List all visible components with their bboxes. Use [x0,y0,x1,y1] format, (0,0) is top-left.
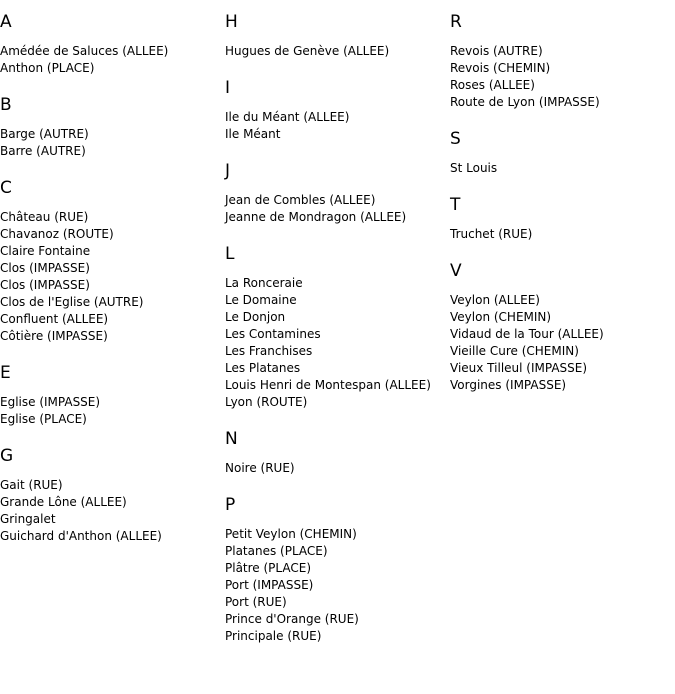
street-list [0,43,225,77]
list-item [225,543,450,560]
list-item [225,309,450,326]
list-item [225,275,450,292]
list-item [225,394,450,411]
street-list [0,126,225,160]
street-list [450,292,675,394]
street-link[interactable]: Amédée de Saluces (ALLEE) [0,44,169,58]
list-item [225,526,450,543]
list-item [225,377,450,394]
index-column-1 [0,12,225,563]
street-link[interactable]: Château (RUE) [0,210,89,224]
street-link[interactable]: Hugues de Genève (ALLEE) [225,44,390,58]
letter-heading: L [225,244,235,264]
list-item [450,343,675,360]
street-link[interactable]: Guichard d'Anthon (ALLEE) [0,529,162,543]
street-list [225,275,450,411]
street-list [225,526,450,645]
street-list [450,226,675,243]
street-link[interactable]: Noire (RUE) [225,461,295,475]
list-item [450,309,675,326]
street-link[interactable]: Vieux Tilleul (IMPASSE) [450,361,588,375]
street-link[interactable]: Petit Veylon (CHEMIN) [225,527,357,541]
street-link[interactable]: Lyon (ROUTE) [225,395,308,409]
letter-group [0,12,225,77]
letter-heading: P [225,495,236,515]
street-link[interactable]: Claire Fontaine [0,244,91,258]
list-item [225,209,450,226]
letter-group [0,95,225,160]
list-item [0,311,225,328]
street-list [0,209,225,345]
letter-group [225,78,450,143]
list-item [0,511,225,528]
index-column-2 [225,12,450,663]
street-list [225,192,450,226]
letter-heading: B [0,95,12,115]
letter-group [225,12,450,60]
street-link[interactable]: Chavanoz (ROUTE) [0,227,114,241]
list-item [0,226,225,243]
list-item [225,292,450,309]
letter-heading: J [225,161,231,181]
list-item [225,326,450,343]
letter-group [225,495,450,645]
list-item [0,294,225,311]
street-link[interactable]: Clos (IMPASSE) [0,278,90,292]
index-column-3 [450,12,675,412]
letter-group [450,261,675,394]
letter-heading: I [225,78,231,98]
list-item [450,60,675,77]
street-link[interactable]: Vorgines (IMPASSE) [450,378,567,392]
list-item [225,343,450,360]
street-list [225,109,450,143]
street-link[interactable]: Barre (AUTRE) [0,144,86,158]
street-link[interactable]: Côtière (IMPASSE) [0,329,108,343]
street-link[interactable]: Ile Méant [225,127,281,141]
street-link[interactable]: Louis Henri de Montespan (ALLEE) [225,378,431,392]
list-item [0,126,225,143]
letter-group [225,244,450,411]
street-link[interactable]: Le Donjon [225,310,286,324]
letter-heading: S [450,129,461,149]
street-link[interactable]: Roses (ALLEE) [450,78,535,92]
street-link[interactable]: Eglise (PLACE) [0,412,87,426]
street-link[interactable]: Plâtre (PLACE) [225,561,312,575]
letter-heading: V [450,261,462,281]
list-item [225,126,450,143]
list-item [450,77,675,94]
letter-heading: R [450,12,462,32]
street-list [0,477,225,545]
list-item [225,594,450,611]
list-item [450,94,675,111]
street-link[interactable]: Gait (RUE) [0,478,63,492]
street-link[interactable]: Les Contamines [225,327,321,341]
list-item [0,528,225,545]
letter-heading: E [0,363,11,383]
street-link[interactable]: Clos (IMPASSE) [0,261,90,275]
list-item [0,43,225,60]
street-link[interactable]: Barge (AUTRE) [0,127,89,141]
letter-group [450,129,675,177]
street-link[interactable]: Platanes (PLACE) [225,544,328,558]
street-link[interactable]: Vieille Cure (CHEMIN) [450,344,579,358]
street-list [225,460,450,477]
list-item [0,277,225,294]
letter-group [0,178,225,345]
list-item [225,360,450,377]
street-link[interactable]: Les Platanes [225,361,301,375]
list-item [0,494,225,511]
street-link[interactable]: Truchet (RUE) [450,227,533,241]
street-link[interactable]: Jean de Combles (ALLEE) [225,193,376,207]
street-link[interactable]: Les Franchises [225,344,313,358]
list-item [450,43,675,60]
street-link[interactable]: Port (IMPASSE) [225,578,314,592]
street-link[interactable]: Vidaud de la Tour (ALLEE) [450,327,604,341]
street-link[interactable]: Ile du Méant (ALLEE) [225,110,350,124]
list-item [225,611,450,628]
street-list [225,43,450,60]
street-list [0,394,225,428]
list-item [225,460,450,477]
letter-heading: H [225,12,238,32]
street-link[interactable]: Clos de l'Eglise (AUTRE) [0,295,144,309]
list-item [0,328,225,345]
list-item [450,326,675,343]
street-link[interactable]: Principale (RUE) [225,629,322,643]
street-list [450,43,675,111]
list-item [225,192,450,209]
list-item [0,143,225,160]
street-link[interactable]: Port (RUE) [225,595,287,609]
letter-heading: C [0,178,12,198]
list-item [225,628,450,645]
list-item [225,109,450,126]
street-link[interactable]: Revois (CHEMIN) [450,61,551,75]
letter-heading: N [225,429,238,449]
letter-group [0,363,225,428]
street-link[interactable]: Le Domaine [225,293,297,307]
list-item [450,292,675,309]
list-item [450,160,675,177]
list-item [225,43,450,60]
list-item [450,377,675,394]
street-link[interactable]: Jeanne de Mondragon (ALLEE) [225,210,407,224]
letter-group [450,195,675,243]
street-link[interactable]: Veylon (CHEMIN) [450,310,552,324]
street-list [450,160,675,177]
list-item [0,394,225,411]
list-item [0,477,225,494]
letter-heading: G [0,446,14,466]
list-item [0,60,225,77]
letter-group [225,161,450,226]
street-link[interactable]: Veylon (ALLEE) [450,293,540,307]
street-link[interactable]: St Louis [450,161,498,175]
letter-group [0,446,225,545]
list-item [450,360,675,377]
list-item [0,260,225,277]
street-link[interactable]: Eglise (IMPASSE) [0,395,101,409]
street-link[interactable]: Revois (AUTRE) [450,44,543,58]
street-link[interactable]: Confluent (ALLEE) [0,312,109,326]
letter-group [450,12,675,111]
street-link[interactable]: Grande Lône (ALLEE) [0,495,127,509]
street-link[interactable]: Anthon (PLACE) [0,61,95,75]
street-link[interactable]: Gringalet [0,512,56,526]
street-link[interactable]: La Ronceraie [225,276,303,290]
street-link[interactable]: Prince d'Orange (RUE) [225,612,359,626]
letter-heading: A [0,12,12,32]
list-item [450,226,675,243]
street-link[interactable]: Route de Lyon (IMPASSE) [450,95,600,109]
list-item [0,209,225,226]
list-item [225,577,450,594]
list-item [0,411,225,428]
list-item [0,243,225,260]
list-item [225,560,450,577]
letter-heading: T [450,195,461,215]
letter-group [225,429,450,477]
